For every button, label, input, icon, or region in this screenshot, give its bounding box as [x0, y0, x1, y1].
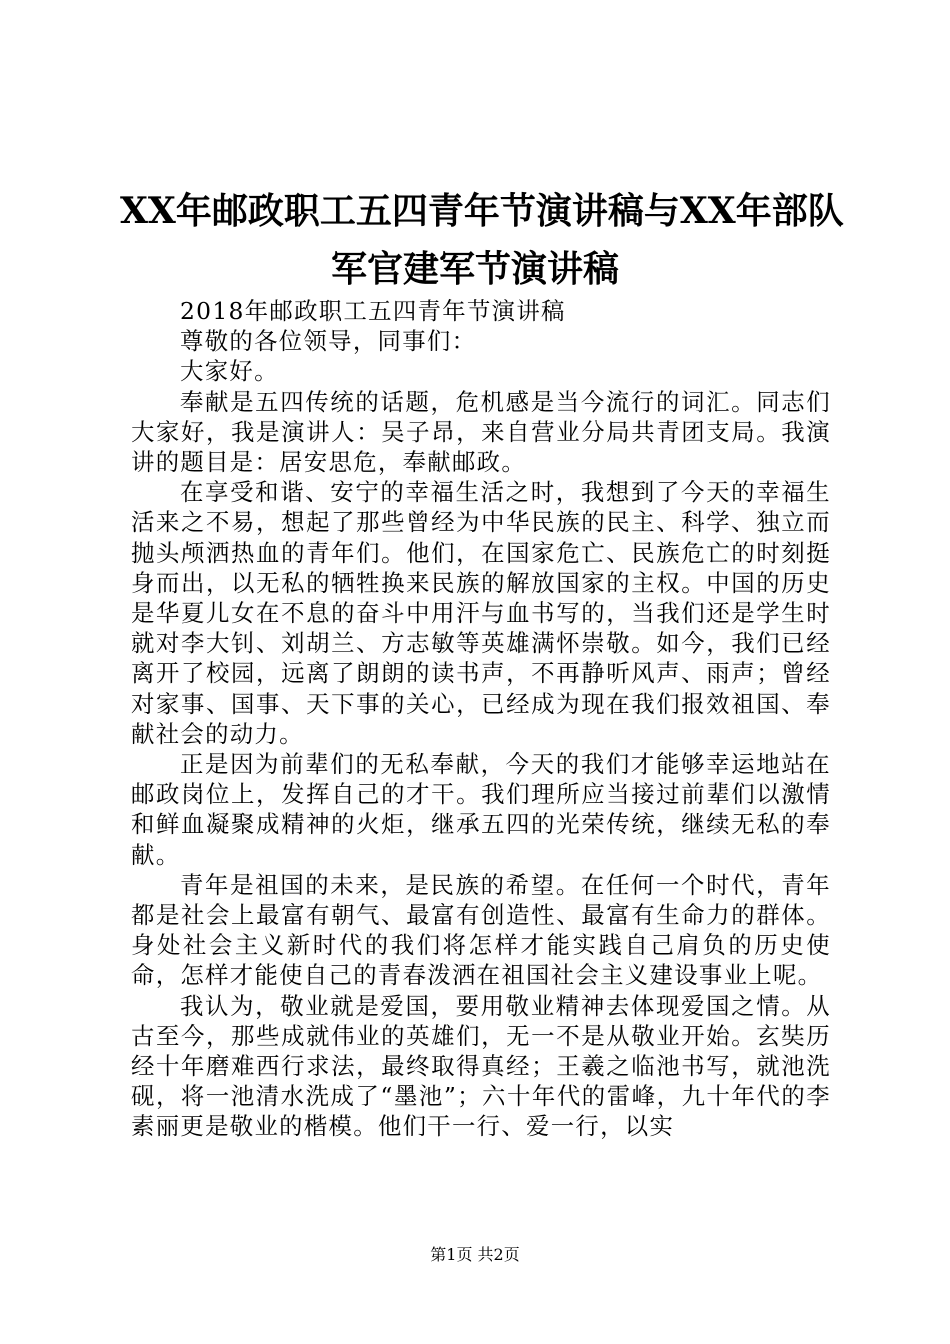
paragraph: 我认为，敬业就是爱国，要用敬业精神去体现爱国之情。从古至今，那些成就伟业的英雄们，无一不是从敬业开始。玄奘历经十年磨难西行求法，最终取得真经；王羲之临池书写，就池洗砚，将一池清水洗成了“墨池”；六十年代的雷峰，九十年代的李素丽更是敬业的楷模。他们干一行、爱一行，以实 — [131, 991, 831, 1141]
page-footer: 第1页 共2页 — [430, 1245, 520, 1264]
paragraph-subtitle: 2018年邮政职工五四青年节演讲稿 — [180, 297, 566, 325]
document-title-line-2: 军官建军节演讲稿 — [330, 248, 619, 290]
document-title-line-1: XX年邮政职工五四青年节演讲稿与XX年部队 — [120, 190, 844, 232]
document-body — [131, 296, 831, 1142]
paragraph-greeting: 大家好。 — [180, 357, 279, 386]
paragraph-salutation: 尊敬的各位领导，同事们： — [180, 327, 477, 356]
paragraph: 在享受和谐、安宁的幸福生活之时，我想到了今天的幸福生活来之不易，想起了那些曾经为中华民族的民主、科学、独立而抛头颅洒热血的青年们。他们，在国家危亡、民族危亡的时刻挺身而出，以无私的牺牲换来民族的解放国家的主权。中国的历史是华夏儿女在不息的奋斗中用汗与血书写的，当我们还是学生时就对李大钊、刘胡兰、方志敏等英雄满怀崇敬。如今，我们已经离开了校园，远离了朗朗的读书声，不再静听风声、雨声；曾经对家事、国事、天下事的关心，已经成为现在我们报效祖国、奉献社会的动力。 — [131, 478, 831, 748]
paragraph: 青年是祖国的未来，是民族的希望。在任何一个时代，青年都是社会上最富有朝气、最富有创造性、最富有生命力的群体。身处社会主义新时代的我们将怎样才能实践自己肩负的历史使命，怎样才能使自己的青春泼洒在祖国社会主义建设事业上呢。 — [131, 870, 831, 990]
paragraph: 正是因为前辈们的无私奉献，今天的我们才能够幸运地站在邮政岗位上，发挥自己的才干。我们理所应当接过前辈们以激情和鲜血凝聚成精神的火炬，继承五四的光荣传统，继续无私的奉献。 — [131, 750, 831, 869]
paragraph: 奉献是五四传统的话题，危机感是当今流行的词汇。同志们大家好，我是演讲人：吴子昂，来自营业分局共青团支局。我演讲的题目是：居安思危，奉献邮政。 — [131, 387, 831, 477]
